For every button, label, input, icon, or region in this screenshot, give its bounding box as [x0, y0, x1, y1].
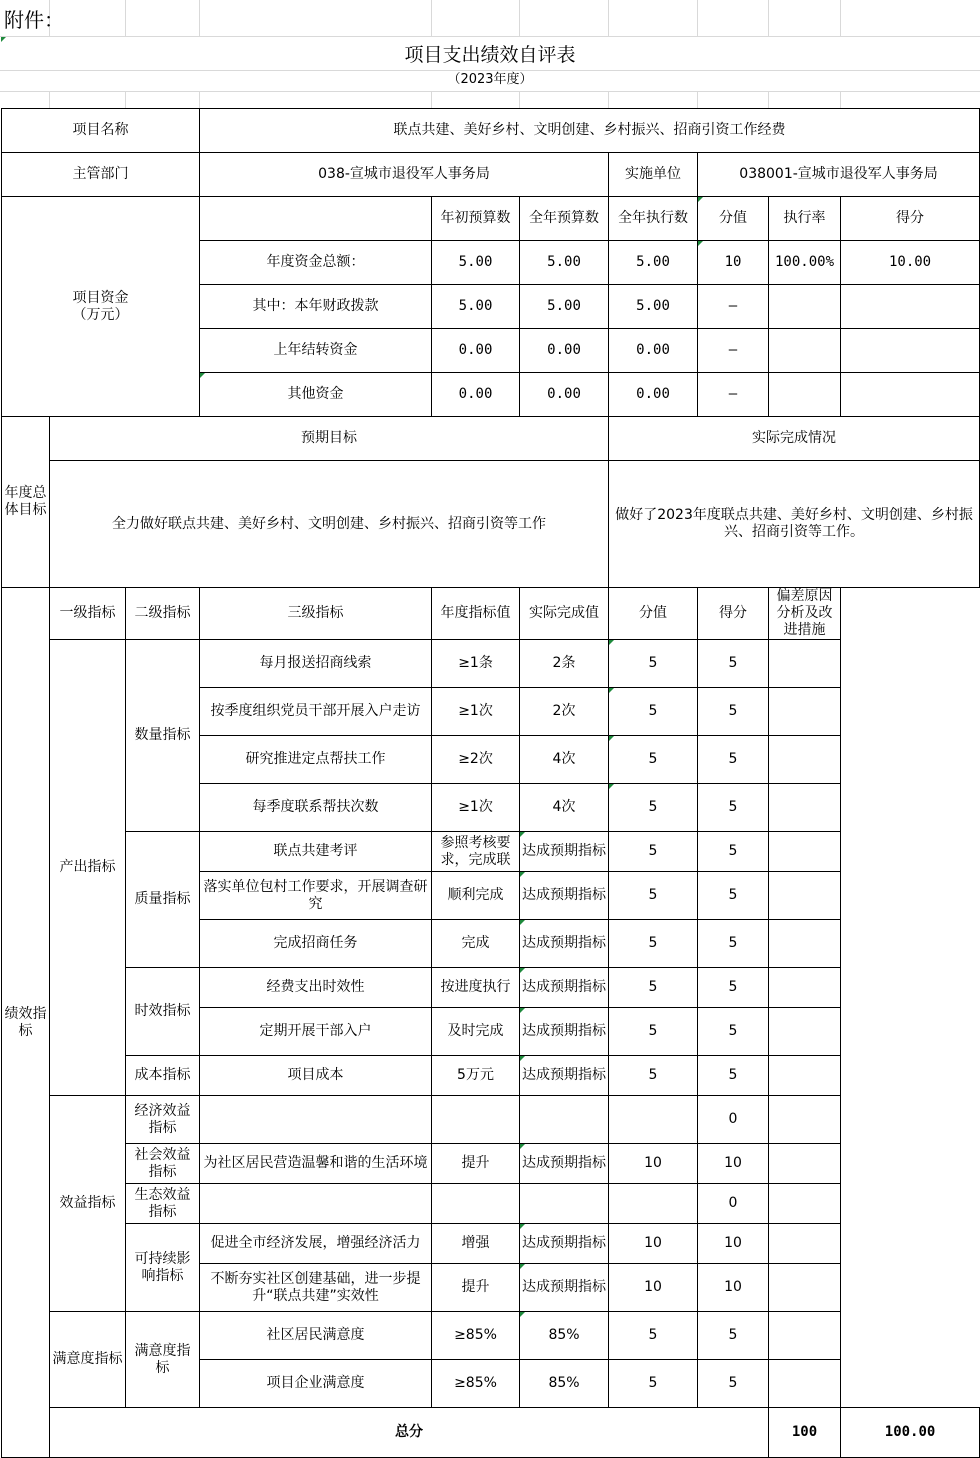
unit-label: 实施单位 [609, 153, 698, 197]
funds-row-label: 其他资金 [200, 373, 432, 417]
funds-score-value: — [698, 285, 769, 329]
funds-header-score: 得分 [841, 197, 980, 241]
indicator-row [2, 1312, 980, 1360]
funds-rate [769, 329, 841, 373]
level2-sustainable: 可持续影响指标 [126, 1224, 200, 1312]
level2-social: 社会效益指标 [126, 1144, 200, 1184]
actual-value: 85% [520, 1360, 609, 1408]
actual-value: 2条 [520, 640, 609, 688]
total-row [2, 1408, 980, 1458]
actual-result-text: 做好了2023年度联点共建、美好乡村、文明创建、乡村振兴、招商引资等工作。 [609, 461, 980, 588]
header-level2: 二级指标 [126, 588, 200, 640]
score-value: 10 [609, 1224, 698, 1264]
score-value: 5 [609, 832, 698, 872]
form-title: 项目支出绩效自评表 [404, 44, 576, 66]
header-deviation: 偏差原因分析及改进措施 [769, 588, 841, 640]
actual-value: 85% [520, 1312, 609, 1360]
unit-value: 038001-宣城市退役军人事务局 [698, 153, 980, 197]
level3-name: 不断夯实社区创建基础，进一步提升“联点共建”实效性 [200, 1264, 432, 1312]
funds-header-executed: 全年执行数 [609, 197, 698, 241]
actual-value: 4次 [520, 736, 609, 784]
funds-initial: 0.00 [432, 329, 520, 373]
actual-value: 达成预期指标 [520, 1144, 609, 1184]
deviation [769, 1144, 841, 1184]
level1-satisfaction: 满意度指标 [50, 1312, 126, 1408]
level2-satisfaction: 满意度指标 [126, 1312, 200, 1408]
total-label: 总分 [50, 1408, 769, 1458]
target-value: 完成 [432, 920, 520, 968]
level3-name [200, 1096, 432, 1144]
actual-value: 达成预期指标 [520, 872, 609, 920]
deviation [769, 968, 841, 1008]
score: 5 [698, 1360, 769, 1408]
score: 5 [698, 688, 769, 736]
score-value [609, 1096, 698, 1144]
funds-executed: 0.00 [609, 373, 698, 417]
level3-name: 落实单位包村工作要求，开展调查研究 [200, 872, 432, 920]
funds-label: 项目资金 （万元） [2, 197, 200, 417]
funds-initial: 5.00 [432, 241, 520, 285]
funds-rate [769, 373, 841, 417]
deviation [769, 1096, 841, 1144]
deviation [769, 920, 841, 968]
funds-annual: 5.00 [520, 241, 609, 285]
funds-initial: 5.00 [432, 285, 520, 329]
funds-score-value: 10 [698, 241, 769, 285]
funds-executed: 5.00 [609, 241, 698, 285]
score-value: 5 [609, 1360, 698, 1408]
level3-name: 促进全市经济发展，增强经济活力 [200, 1224, 432, 1264]
score-value [609, 1184, 698, 1224]
funds-rate [769, 285, 841, 329]
header-value: 分值 [609, 588, 698, 640]
funds-initial: 0.00 [432, 373, 520, 417]
indicator-row [2, 1224, 980, 1264]
score-value: 5 [609, 920, 698, 968]
target-value: ≥2次 [432, 736, 520, 784]
funds-header-row [2, 197, 980, 241]
target-value: ≥1次 [432, 784, 520, 832]
score: 0 [698, 1184, 769, 1224]
level2-quantity: 数量指标 [126, 640, 200, 832]
actual-value: 达成预期指标 [520, 920, 609, 968]
indicator-row [2, 968, 980, 1008]
funds-header-initial: 年初预算数 [432, 197, 520, 241]
header-level1: 一级指标 [50, 588, 126, 640]
funds-header-value: 分值 [698, 197, 769, 241]
total-value: 100 [769, 1408, 841, 1458]
project-name-value: 联点共建、美好乡村、文明创建、乡村振兴、招商引资工作经费 [200, 109, 980, 153]
score: 10 [698, 1224, 769, 1264]
score-value: 5 [609, 640, 698, 688]
actual-value: 达成预期指标 [520, 1264, 609, 1312]
funds-row-label: 其中：本年财政拨款 [200, 285, 432, 329]
target-value [432, 1184, 520, 1224]
deviation [769, 736, 841, 784]
expected-goal-label: 预期目标 [50, 417, 609, 461]
indicator-row [2, 1096, 980, 1144]
score: 5 [698, 872, 769, 920]
actual-value: 4次 [520, 784, 609, 832]
target-value: 及时完成 [432, 1008, 520, 1056]
deviation [769, 1184, 841, 1224]
deviation [769, 640, 841, 688]
level2-economic: 经济效益指标 [126, 1096, 200, 1144]
target-value: ≥85% [432, 1312, 520, 1360]
funds-executed: 5.00 [609, 285, 698, 329]
header-level3: 三级指标 [200, 588, 432, 640]
level2-cost: 成本指标 [126, 1056, 200, 1096]
score: 5 [698, 1008, 769, 1056]
level2-quality: 质量指标 [126, 832, 200, 968]
level3-name: 每月报送招商线索 [200, 640, 432, 688]
target-value: 提升 [432, 1144, 520, 1184]
level1-benefit: 效益指标 [50, 1096, 126, 1312]
level3-name: 研究推进定点帮扶工作 [200, 736, 432, 784]
score-value: 5 [609, 1008, 698, 1056]
header-target: 年度指标值 [432, 588, 520, 640]
funds-score [841, 373, 980, 417]
actual-value: 达成预期指标 [520, 1008, 609, 1056]
deviation [769, 1264, 841, 1312]
funds-header-annual: 全年预算数 [520, 197, 609, 241]
expected-goal-text: 全力做好联点共建、美好乡村、文明创建、乡村振兴、招商引资等工作 [50, 461, 609, 588]
indicator-row [2, 1144, 980, 1184]
level3-name: 按季度组织党员干部开展入户走访 [200, 688, 432, 736]
score-value: 5 [609, 872, 698, 920]
indicator-row [2, 1056, 980, 1096]
funds-row-label: 上年结转资金 [200, 329, 432, 373]
score: 5 [698, 640, 769, 688]
target-value: 提升 [432, 1264, 520, 1312]
score: 10 [698, 1144, 769, 1184]
actual-value: 2次 [520, 688, 609, 736]
funds-row-label: 年度资金总额： [200, 241, 432, 285]
target-value: ≥1条 [432, 640, 520, 688]
target-value: 参照考核要求，完成联 [432, 832, 520, 872]
self-evaluation-table [1, 108, 980, 1458]
score: 5 [698, 968, 769, 1008]
target-value: 按进度执行 [432, 968, 520, 1008]
goals-content-row [2, 461, 980, 588]
funds-score: 10.00 [841, 241, 980, 285]
level3-name: 项目企业满意度 [200, 1360, 432, 1408]
department-label: 主管部门 [2, 153, 200, 197]
score: 0 [698, 1096, 769, 1144]
actual-value [520, 1184, 609, 1224]
score-value: 5 [609, 688, 698, 736]
deviation [769, 1360, 841, 1408]
funds-annual: 5.00 [520, 285, 609, 329]
score: 10 [698, 1264, 769, 1312]
actual-value: 达成预期指标 [520, 1056, 609, 1096]
funds-annual: 0.00 [520, 373, 609, 417]
level3-name: 完成招商任务 [200, 920, 432, 968]
deviation [769, 784, 841, 832]
project-name-label: 项目名称 [2, 109, 200, 153]
score-value: 5 [609, 784, 698, 832]
funds-score-value: — [698, 373, 769, 417]
project-name-row [2, 109, 980, 153]
funds-rate: 100.00% [769, 241, 841, 285]
score-value: 10 [609, 1264, 698, 1312]
funds-score [841, 329, 980, 373]
goals-header-row [2, 417, 980, 461]
target-value: 5万元 [432, 1056, 520, 1096]
score: 5 [698, 736, 769, 784]
target-value: 顺利完成 [432, 872, 520, 920]
score-value: 10 [609, 1144, 698, 1184]
indicators-label: 绩效指标 [2, 588, 50, 1458]
header-score: 得分 [698, 588, 769, 640]
actual-value: 达成预期指标 [520, 832, 609, 872]
score: 5 [698, 1056, 769, 1096]
funds-executed: 0.00 [609, 329, 698, 373]
attachment-label: 附件： [4, 8, 64, 32]
level1-output: 产出指标 [50, 640, 126, 1096]
funds-header-blank [200, 197, 432, 241]
indicator-row [2, 832, 980, 872]
deviation [769, 688, 841, 736]
score-value: 5 [609, 1056, 698, 1096]
score: 5 [698, 832, 769, 872]
target-value: ≥1次 [432, 688, 520, 736]
target-value: ≥85% [432, 1360, 520, 1408]
target-value [432, 1096, 520, 1144]
department-row [2, 153, 980, 197]
department-value: 038-宣城市退役军人事务局 [200, 153, 609, 197]
level3-name: 经费支出时效性 [200, 968, 432, 1008]
level3-name: 社区居民满意度 [200, 1312, 432, 1360]
level3-name: 为社区居民营造温馨和谐的生活环境 [200, 1144, 432, 1184]
funds-header-rate: 执行率 [769, 197, 841, 241]
level3-name [200, 1184, 432, 1224]
actual-value [520, 1096, 609, 1144]
deviation [769, 1312, 841, 1360]
score-value: 5 [609, 968, 698, 1008]
funds-annual: 0.00 [520, 329, 609, 373]
score-value: 5 [609, 736, 698, 784]
header-actual: 实际完成值 [520, 588, 609, 640]
total-score: 100.00 [841, 1408, 980, 1458]
form-year: （2023年度） [447, 72, 533, 87]
target-value: 增强 [432, 1224, 520, 1264]
level2-timeliness: 时效指标 [126, 968, 200, 1056]
deviation [769, 832, 841, 872]
actual-value: 达成预期指标 [520, 968, 609, 1008]
funds-score [841, 285, 980, 329]
indicator-row [2, 1184, 980, 1224]
goals-label: 年度总体目标 [2, 417, 50, 588]
score: 5 [698, 920, 769, 968]
level3-name: 项目成本 [200, 1056, 432, 1096]
actual-result-label: 实际完成情况 [609, 417, 980, 461]
level2-ecological: 生态效益指标 [126, 1184, 200, 1224]
indicator-header-row [2, 588, 980, 640]
score: 5 [698, 1312, 769, 1360]
deviation [769, 1224, 841, 1264]
level3-name: 每季度联系帮扶次数 [200, 784, 432, 832]
level3-name: 定期开展干部入户 [200, 1008, 432, 1056]
actual-value: 达成预期指标 [520, 1224, 609, 1264]
indicator-row [2, 640, 980, 688]
deviation [769, 872, 841, 920]
score-value: 5 [609, 1312, 698, 1360]
funds-score-value: — [698, 329, 769, 373]
score: 5 [698, 784, 769, 832]
deviation [769, 1056, 841, 1096]
level3-name: 联点共建考评 [200, 832, 432, 872]
deviation [769, 1008, 841, 1056]
